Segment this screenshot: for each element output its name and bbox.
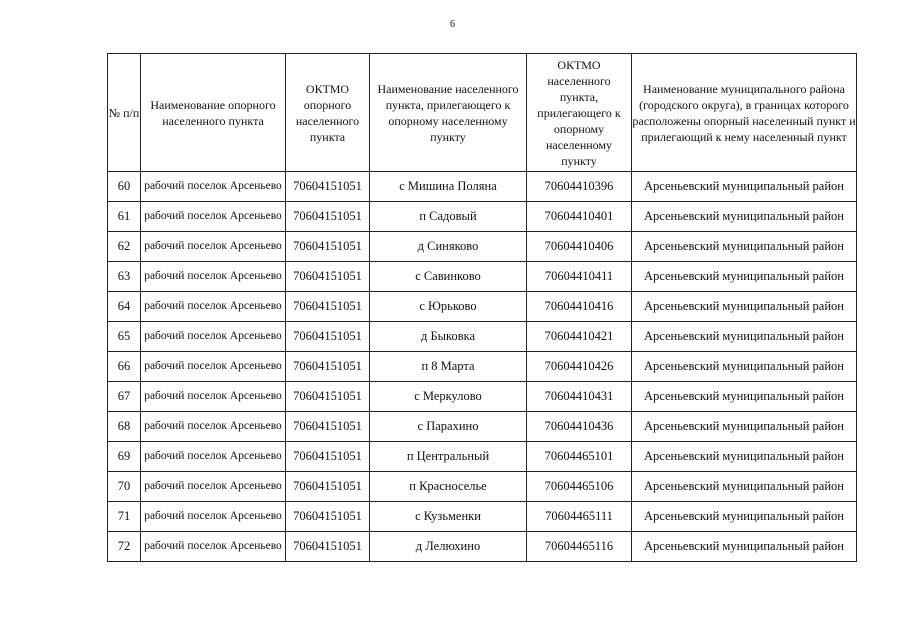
district-cell <box>632 202 857 232</box>
district-cell <box>632 502 857 532</box>
anchor-oktmo: 70604151051 <box>293 479 362 493</box>
district-cell <box>632 352 857 382</box>
adjacent-oktmo-cell <box>527 172 632 202</box>
district-cell <box>632 232 857 262</box>
table-row <box>108 172 857 202</box>
adjacent-settlement: с Парахино <box>417 419 479 433</box>
district-cell <box>632 322 857 352</box>
adjacent-settlement: д Быковка <box>420 329 476 343</box>
header-district: Наименование муниципального района (городского округа), в границах которого расположены опорный населенный пункт и прилегающий к нему населенный пункт <box>632 54 857 172</box>
anchor-settlement-cell <box>141 202 286 232</box>
adjacent-settlement: п Красноселье <box>409 479 487 493</box>
anchor-oktmo: 70604151051 <box>293 299 362 313</box>
anchor-oktmo-cell <box>286 382 370 412</box>
adjacent-settlement: п Центральный <box>406 449 490 463</box>
district: Арсеньевский муниципальный район <box>644 359 844 373</box>
adjacent-oktmo-cell <box>527 532 632 562</box>
adjacent-oktmo: 70604410401 <box>544 209 614 223</box>
adjacent-oktmo: 70604410431 <box>544 389 614 403</box>
adjacent-oktmo-cell <box>527 442 632 472</box>
anchor-oktmo-cell <box>286 172 370 202</box>
row-number-cell <box>108 172 141 202</box>
anchor-settlement-cell <box>141 532 286 562</box>
adjacent-settlement: с Юрьково <box>419 299 477 313</box>
district-cell <box>632 412 857 442</box>
anchor-oktmo-cell <box>286 262 370 292</box>
anchor-oktmo: 70604151051 <box>293 269 362 283</box>
row-number: 66 <box>117 359 131 373</box>
adjacent-oktmo-cell <box>527 472 632 502</box>
anchor-settlement-cell <box>141 352 286 382</box>
adjacent-oktmo-cell <box>527 262 632 292</box>
anchor-settlement: рабочий поселок Арсеньево <box>144 330 282 342</box>
row-number-cell <box>108 322 141 352</box>
row-number: 67 <box>117 389 131 403</box>
adjacent-settlement: с Кузьменки <box>415 509 481 523</box>
row-number: 61 <box>117 209 131 223</box>
table-row <box>108 322 857 352</box>
anchor-oktmo: 70604151051 <box>293 359 362 373</box>
district: Арсеньевский муниципальный район <box>644 329 844 343</box>
adjacent-oktmo: 70604410426 <box>544 359 614 373</box>
adjacent-settlement-cell <box>370 352 527 382</box>
anchor-settlement: рабочий поселок Арсеньево <box>144 180 282 192</box>
table-row <box>108 442 857 472</box>
adjacent-settlement: п Садовый <box>419 209 477 223</box>
anchor-oktmo-cell <box>286 472 370 502</box>
adjacent-settlement-cell <box>370 292 527 322</box>
district: Арсеньевский муниципальный район <box>644 449 844 463</box>
anchor-oktmo: 70604151051 <box>293 419 362 433</box>
district-cell <box>632 172 857 202</box>
district-cell <box>632 292 857 322</box>
adjacent-oktmo-cell <box>527 502 632 532</box>
district-cell <box>632 532 857 562</box>
row-number: 70 <box>117 479 131 493</box>
anchor-oktmo-cell <box>286 292 370 322</box>
anchor-oktmo: 70604151051 <box>293 239 362 253</box>
anchor-oktmo: 70604151051 <box>293 209 362 223</box>
adjacent-oktmo-cell <box>527 322 632 352</box>
row-number-cell <box>108 382 141 412</box>
row-number-cell <box>108 232 141 262</box>
district: Арсеньевский муниципальный район <box>644 179 844 193</box>
district: Арсеньевский муниципальный район <box>644 389 844 403</box>
adjacent-oktmo-cell <box>527 382 632 412</box>
adjacent-settlement: с Мишина Поляна <box>399 179 497 193</box>
anchor-oktmo-cell <box>286 412 370 442</box>
header-adjacent-oktmo: ОКТМО населенного пункта, прилегающего к опорному населенному пункту <box>527 54 632 172</box>
settlements-table <box>107 53 857 562</box>
anchor-oktmo-cell <box>286 202 370 232</box>
adjacent-settlement: д Синяково <box>417 239 479 253</box>
adjacent-oktmo-cell <box>527 412 632 442</box>
row-number: 68 <box>117 419 131 433</box>
anchor-settlement-cell <box>141 322 286 352</box>
table-row <box>108 502 857 532</box>
anchor-settlement-cell <box>141 232 286 262</box>
anchor-settlement: рабочий поселок Арсеньево <box>144 390 282 402</box>
adjacent-settlement-cell <box>370 532 527 562</box>
district: Арсеньевский муниципальный район <box>644 419 844 433</box>
anchor-settlement: рабочий поселок Арсеньево <box>144 270 282 282</box>
adjacent-oktmo-cell <box>527 292 632 322</box>
adjacent-settlement: с Савинково <box>415 269 481 283</box>
row-number-cell <box>108 202 141 232</box>
header-anchor-oktmo: ОКТМО опорного населенного пункта <box>286 54 370 172</box>
adjacent-oktmo: 70604410406 <box>544 239 614 253</box>
adjacent-settlement-cell <box>370 382 527 412</box>
anchor-settlement: рабочий поселок Арсеньево <box>144 450 282 462</box>
adjacent-settlement-cell <box>370 472 527 502</box>
adjacent-oktmo-cell <box>527 202 632 232</box>
table-row <box>108 232 857 262</box>
row-number-cell <box>108 502 141 532</box>
table-row <box>108 472 857 502</box>
anchor-settlement: рабочий поселок Арсеньево <box>144 300 282 312</box>
adjacent-oktmo: 70604410396 <box>544 179 614 193</box>
adjacent-oktmo: 70604410416 <box>544 299 614 313</box>
table-row <box>108 262 857 292</box>
adjacent-oktmo-cell <box>527 352 632 382</box>
table-row <box>108 412 857 442</box>
adjacent-settlement: с Меркулово <box>414 389 482 403</box>
adjacent-settlement: д Лелюхино <box>415 539 481 553</box>
adjacent-settlement-cell <box>370 202 527 232</box>
table-row <box>108 352 857 382</box>
district: Арсеньевский муниципальный район <box>644 539 844 553</box>
anchor-oktmo: 70604151051 <box>293 179 362 193</box>
district: Арсеньевский муниципальный район <box>644 209 844 223</box>
anchor-oktmo: 70604151051 <box>293 509 362 523</box>
table-row <box>108 202 857 232</box>
adjacent-settlement-cell <box>370 322 527 352</box>
adjacent-oktmo: 70604465116 <box>544 539 614 553</box>
header-anchor-settlement: Наименование опорного населенного пункта <box>141 54 286 172</box>
header-number: № п/п <box>108 54 141 172</box>
adjacent-oktmo: 70604410421 <box>544 329 614 343</box>
anchor-oktmo-cell <box>286 322 370 352</box>
adjacent-oktmo: 70604410436 <box>544 419 614 433</box>
district: Арсеньевский муниципальный район <box>644 239 844 253</box>
anchor-settlement: рабочий поселок Арсеньево <box>144 240 282 252</box>
row-number: 62 <box>117 239 131 253</box>
anchor-settlement-cell <box>141 262 286 292</box>
adjacent-oktmo: 70604465111 <box>545 509 613 523</box>
anchor-settlement: рабочий поселок Арсеньево <box>144 480 282 492</box>
anchor-settlement: рабочий поселок Арсеньево <box>144 360 282 372</box>
anchor-oktmo-cell <box>286 352 370 382</box>
district-cell <box>632 442 857 472</box>
anchor-oktmo-cell <box>286 232 370 262</box>
anchor-settlement-cell <box>141 292 286 322</box>
row-number: 69 <box>117 449 131 463</box>
district: Арсеньевский муниципальный район <box>644 479 844 493</box>
district-cell <box>632 262 857 292</box>
adjacent-settlement-cell <box>370 412 527 442</box>
adjacent-oktmo: 70604410411 <box>544 269 614 283</box>
row-number: 60 <box>117 179 131 193</box>
anchor-settlement-cell <box>141 502 286 532</box>
table-header-row <box>108 54 857 172</box>
anchor-oktmo: 70604151051 <box>293 449 362 463</box>
adjacent-oktmo-cell <box>527 232 632 262</box>
page-number: 6 <box>450 19 455 30</box>
anchor-oktmo-cell <box>286 532 370 562</box>
adjacent-settlement-cell <box>370 262 527 292</box>
district-cell <box>632 472 857 502</box>
anchor-oktmo: 70604151051 <box>293 539 362 553</box>
adjacent-settlement: п 8 Марта <box>421 359 475 373</box>
anchor-settlement: рабочий поселок Арсеньево <box>144 420 282 432</box>
anchor-oktmo-cell <box>286 502 370 532</box>
district-cell <box>632 382 857 412</box>
row-number-cell <box>108 532 141 562</box>
row-number-cell <box>108 262 141 292</box>
adjacent-settlement-cell <box>370 442 527 472</box>
table-row <box>108 382 857 412</box>
header-adjacent-settlement: Наименование населенного пункта, прилегающего к опорному населенному пункту <box>370 54 527 172</box>
row-number: 72 <box>117 539 131 553</box>
anchor-settlement: рабочий поселок Арсеньево <box>144 510 282 522</box>
anchor-oktmo: 70604151051 <box>293 329 362 343</box>
anchor-settlement-cell <box>141 382 286 412</box>
anchor-settlement: рабочий поселок Арсеньево <box>144 210 282 222</box>
anchor-oktmo-cell <box>286 442 370 472</box>
row-number-cell <box>108 472 141 502</box>
anchor-settlement-cell <box>141 442 286 472</box>
anchor-settlement-cell <box>141 412 286 442</box>
adjacent-oktmo: 70604465106 <box>544 479 614 493</box>
row-number-cell <box>108 352 141 382</box>
anchor-settlement: рабочий поселок Арсеньево <box>144 540 282 552</box>
anchor-settlement-cell <box>141 472 286 502</box>
adjacent-settlement-cell <box>370 172 527 202</box>
district: Арсеньевский муниципальный район <box>644 269 844 283</box>
adjacent-oktmo: 70604465101 <box>544 449 614 463</box>
row-number: 64 <box>117 299 131 313</box>
row-number: 71 <box>117 509 131 523</box>
row-number: 65 <box>117 329 131 343</box>
adjacent-settlement-cell <box>370 232 527 262</box>
row-number-cell <box>108 292 141 322</box>
table-row <box>108 532 857 562</box>
table-row <box>108 292 857 322</box>
adjacent-settlement-cell <box>370 502 527 532</box>
row-number: 63 <box>117 269 131 283</box>
row-number-cell <box>108 442 141 472</box>
anchor-settlement-cell <box>141 172 286 202</box>
row-number-cell <box>108 412 141 442</box>
district: Арсеньевский муниципальный район <box>644 509 844 523</box>
district: Арсеньевский муниципальный район <box>644 299 844 313</box>
anchor-oktmo: 70604151051 <box>293 389 362 403</box>
